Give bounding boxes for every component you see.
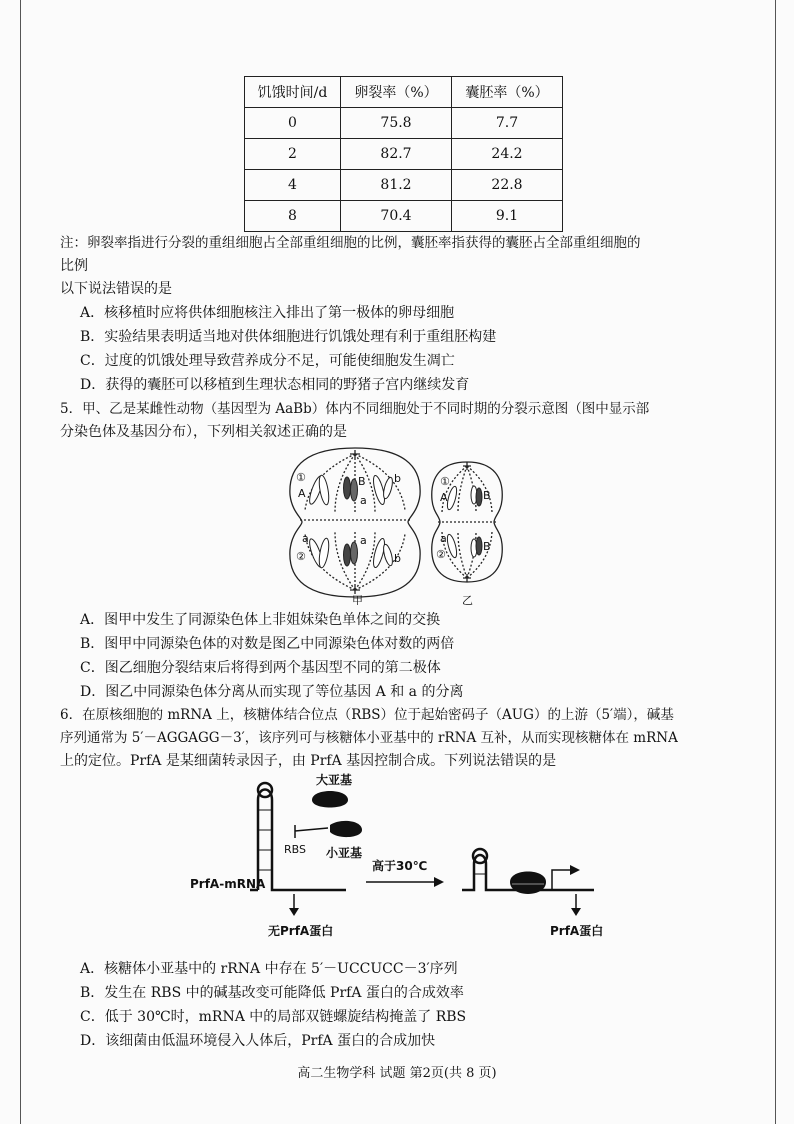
label-gene-B: B	[358, 475, 366, 488]
label-prfa-mrna: PrfA-mRNA	[190, 877, 266, 891]
arrowhead-down-icon	[289, 908, 299, 916]
label-gene-b: b	[394, 552, 401, 565]
table-cell: 82.7	[341, 139, 452, 170]
table-cell: 4	[245, 170, 341, 201]
q6-stem-line1: 6．在原核细胞的 mRNA 上，核糖体结合位点（RBS）位于起始密码子（AUG）的上游（5′端），碱基	[60, 707, 674, 723]
table-cell: 2	[245, 139, 341, 170]
q6-option-a: A．核糖体小亚基中的 rRNA 中存在 5′－UCCUCC－3′序列	[80, 961, 458, 977]
q4-stem: 以下说法错误的是	[60, 281, 172, 297]
table-cell: 22.8	[452, 170, 563, 201]
q5-stem-line1: 5．甲、乙是某雌性动物（基因型为 AaBb）体内不同细胞处于不同时期的分裂示意图（图中显示部	[60, 401, 650, 417]
prfa-regulation-figure	[190, 770, 650, 950]
chromosomes-jia	[307, 474, 394, 568]
starvation-data-table	[244, 76, 563, 232]
arrowhead-right-icon	[434, 877, 444, 887]
q5-option-b: B．图甲中同源染色体的对数是图乙中同源染色体对数的两倍	[80, 636, 455, 652]
cell-jia	[290, 448, 420, 597]
table-cell: 81.2	[341, 170, 452, 201]
table-header: 卵裂率（%）	[341, 77, 452, 108]
rbs-pointer	[295, 825, 328, 838]
q5-stem-line2: 分染色体及基因分布），下列相关叙述正确的是	[60, 424, 347, 440]
table-row	[245, 139, 563, 170]
q4-option-b: B．实验结果表明适当地对供体细胞进行饥饿处理有利于重组胚构建	[80, 329, 497, 345]
label-circle-1: ①	[296, 471, 306, 484]
arrowhead-right-icon	[570, 865, 580, 875]
label-gene-a: a	[360, 534, 367, 547]
table-row	[245, 108, 563, 139]
table-row	[245, 170, 563, 201]
q5-option-d: D．图乙中同源染色体分离从而实现了等位基因 A 和 a 的分离	[80, 684, 464, 700]
table-header: 囊胚率（%）	[452, 77, 563, 108]
table-cell: 24.2	[452, 139, 563, 170]
table-row	[245, 201, 563, 232]
table-header: 饥饿时间/d	[245, 77, 341, 108]
table-cell: 75.8	[341, 108, 452, 139]
label-prfa-protein: PrfA蛋白	[550, 924, 604, 938]
label-gene-a: a	[360, 494, 367, 507]
table-cell: 9.1	[452, 201, 563, 232]
table-header-row	[245, 77, 563, 108]
q4-option-d: D．获得的囊胚可以移植到生理状态相同的野猪子宫内继续发育	[80, 377, 470, 393]
label-circle-2: ②	[296, 550, 306, 563]
label-gene-B: B	[483, 489, 491, 502]
label-gene-B: B	[483, 540, 491, 553]
small-subunit	[330, 821, 362, 837]
q5-option-a: A．图甲中发生了同源染色体上非姐妹染色单体之间的交换	[80, 612, 441, 628]
label-no-prfa: 无PrfA蛋白	[268, 924, 334, 938]
q6-stem-line3: 上的定位。PrfA 是某细菌转录因子，由 PrfA 基因控制合成。下列说法错误的是	[60, 753, 557, 769]
label-temperature: 高于30℃	[372, 859, 428, 873]
scan-edge-left	[20, 0, 21, 1124]
q6-option-d: D．该细菌由低温环境侵入人体后，PrfA 蛋白的合成加快	[80, 1033, 436, 1049]
large-subunit	[312, 791, 348, 808]
ribosome-bound	[510, 872, 546, 895]
label-rbs: RBS	[284, 843, 306, 856]
label-gene-A: A	[298, 487, 306, 500]
q4-note-line1: 注：卵裂率指进行分裂的重组细胞占全部重组细胞的比例，囊胚率指获得的囊胚占全部重组细胞的	[60, 235, 641, 251]
page-footer: 高二生物学科 试题 第2页(共 8 页)	[297, 1066, 497, 1081]
q6-option-b: B．发生在 RBS 中的碱基改变可能降低 PrfA 蛋白的合成效率	[80, 985, 464, 1001]
label-gene-b: b	[394, 472, 401, 485]
q6-stem-line2: 序列通常为 5′－AGGAGG－3′，该序列可与核糖体小亚基中的 rRNA 互补，从而实现核糖体在 mRNA	[60, 730, 678, 746]
label-large-subunit: 大亚基	[316, 773, 353, 787]
label-circle-1: ①	[440, 475, 450, 488]
label-gene-a: a	[302, 532, 309, 545]
label-gene-A: A	[440, 491, 448, 504]
q4-note-line2: 比例	[60, 258, 88, 274]
q4-option-c: C．过度的饥饿处理导致营养成分不足，可能使细胞发生凋亡	[80, 353, 455, 369]
label-yi: 乙	[462, 594, 473, 605]
table-cell: 70.4	[341, 201, 452, 232]
q6-option-c: C．低于 30℃时，mRNA 中的局部双链螺旋结构掩盖了 RBS	[80, 1009, 467, 1025]
label-small-subunit: 小亚基	[326, 846, 363, 860]
cell-division-figure	[280, 440, 530, 605]
table-cell: 8	[245, 201, 341, 232]
table-cell: 7.7	[452, 108, 563, 139]
q5-option-c: C．图乙细胞分裂结束后将得到两个基因型不同的第二极体	[80, 660, 441, 676]
label-gene-a: a	[440, 532, 447, 545]
label-jia: 甲	[352, 594, 363, 605]
label-circle-2: ②	[436, 548, 446, 561]
scan-edge-right	[775, 0, 776, 1124]
arrowhead-down-icon	[571, 908, 581, 916]
q4-option-a: A．核移植时应将供体细胞核注入排出了第一极体的卵母细胞	[80, 305, 455, 321]
table-cell: 0	[245, 108, 341, 139]
